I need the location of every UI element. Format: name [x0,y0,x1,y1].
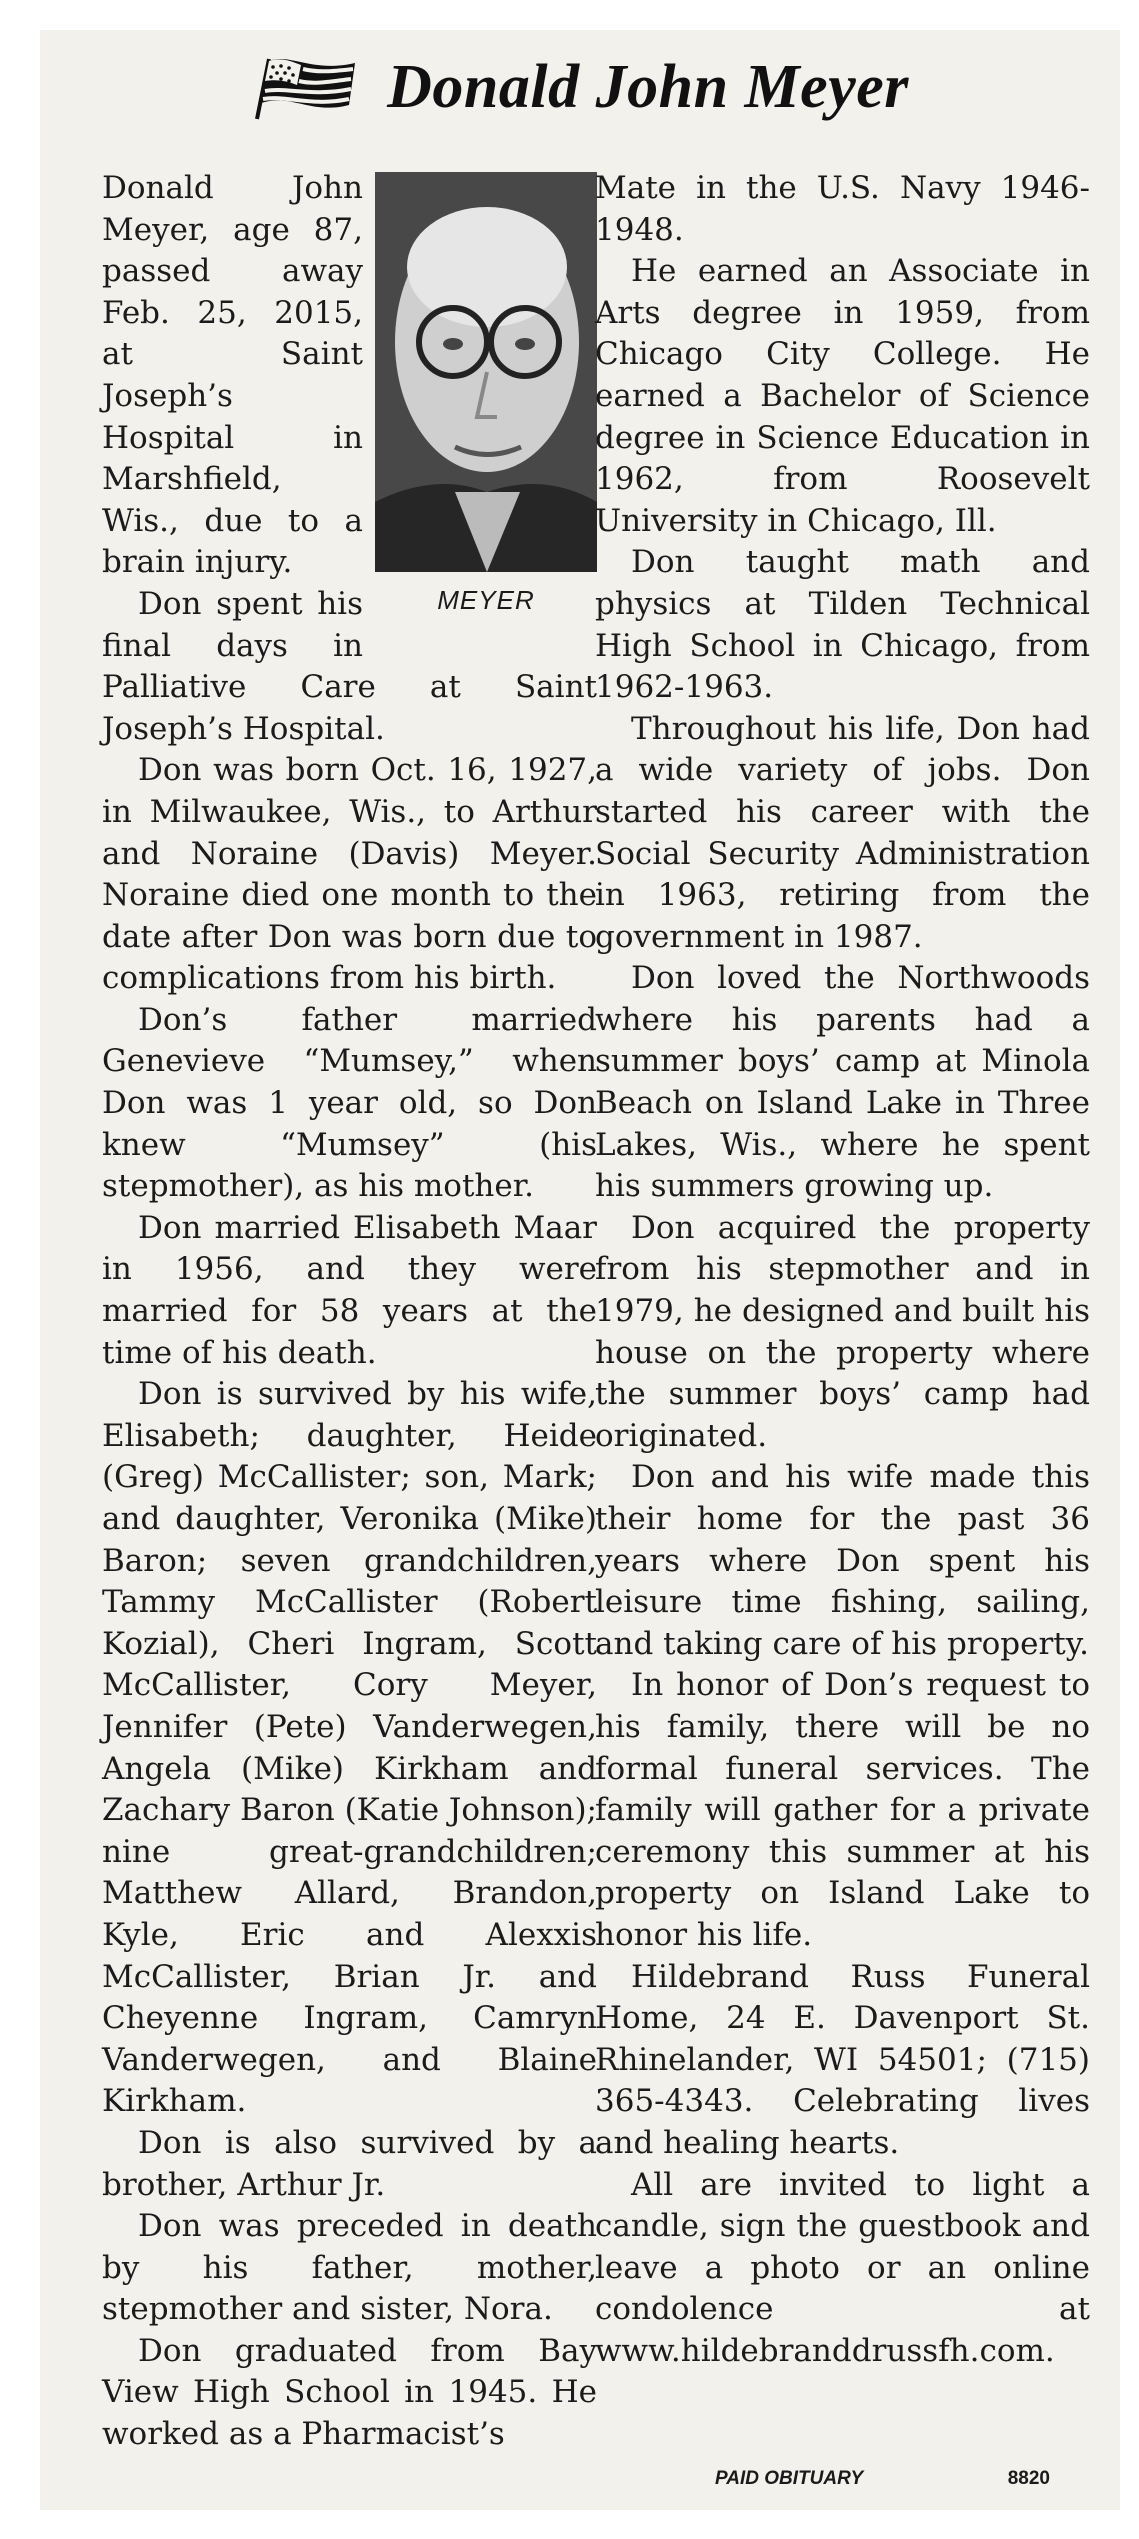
obituary-paragraph: Throughout his life, Don had a wide variety of jobs. Don started his career with the Social Security Administration in 1963, retiring from the government in 1987. [595,710,1090,955]
obituary-paragraph: Don is also survived by a brother, Arthur Jr. [102,2124,597,2203]
obituary-clipping [40,30,1120,2510]
american-flag-icon [251,53,361,123]
footer [595,2468,1090,2490]
obituary-paragraph: Don graduated from Bay View High School in 1945. He worked as a Pharmacist’s [102,2332,597,2453]
left-column [102,168,597,2456]
obituary-paragraph: Don’s father married Genevieve “Mumsey,” when Don was 1 year old, so Don knew “Mumsey” (his stepmother), as his mother. [102,1001,597,1205]
obituary-paragraph: Mate in the U.S. Navy 1946-1948. [595,170,1090,248]
obituary-paragraph: Don acquired the property from his stepmother and in 1979, he designed and built his house on the property where the summer boys’ camp had originated. [595,1209,1090,1454]
obituary-paragraph: Don was born Oct. 16, 1927, in Milwaukee, Wis., to Arthur and Noraine (Davis) Meyer. Noraine died one month to the date after Don was born due to complications from his birth. [102,752,597,997]
obituary-paragraph: Don taught math and physics at Tilden Technical High School in Chicago, from 1962-1963. [595,544,1090,706]
obituary-paragraph: Hildebrand Russ Funeral Home, 24 E. Davenport St. Rhinelander, WI 54501; (715) 365-4343. Celebrating lives and healing hearts. [595,1958,1090,2161]
portrait-photo [375,172,597,572]
right-column [595,168,1090,2372]
obituary-paragraph: Don spent his final days in Palliative Care at Saint Joseph’s Hospital. [102,585,597,747]
obituary-paragraph: Don married Elisabeth Maar in 1956, and they were married for 58 years at the time of his death. [102,1209,597,1371]
obituary-paragraph: Donald John Meyer, age 87, passed away Feb. 25, 2015, at Saint Joseph’s Hospital in Marshfield, Wis., due to a brain injury. [102,170,363,581]
headline [40,52,1120,123]
portrait [375,172,597,622]
obituary-paragraph: Don is survived by his wife, Elisabeth; daughter, Heide (Greg) McCallister; son, Mark; and daughter, Veronika (Mike) Baron; seven grandchildren, Tammy McCallister (Robert Kozial), Cheri Ingram, Scott McCallister, Cory Meyer, Jennifer (Pete) Vanderwegen, Angela (Mike) Kirkham and Zachary Baron (Katie Johnson); nine great-grandchildren; Matthew Allard, Brandon, Kyle, Eric and Alexxis McCallister, Brian Jr. and Cheyenne Ingram, Camryn Vanderwegen, and Blaine Kirkham. [102,1376,597,2120]
obituary-paragraph: Don and his wife made this their home for the past 36 years where Don spent his leisure time fishing, sailing, and taking care of his property. [595,1459,1090,1662]
ad-code: 8820 [1007,2468,1050,2489]
obituary-paragraph: In honor of Don’s request to his family, there will be no formal funeral services. The family will gather for a private ceremony this summer at his property on Island Lake to honor his life. [595,1667,1090,1953]
paid-obituary-label: PAID OBITUARY [715,2468,864,2489]
portrait-image [375,172,597,572]
obituary-paragraph: Don loved the Northwoods where his parents had a summer boys’ camp at Minola Beach on Island Lake in Three Lakes, Wis., where he spent his summers growing up. [595,960,1090,1205]
obituary-paragraph: All are invited to light a candle, sign the guestbook and leave a photo or an online condolence at www.hildebranddrussfh.com. [595,2166,1090,2369]
obituary-paragraph: Don was preceded in death by his father, mother, stepmother and sister, Nora. [102,2208,597,2328]
obituary-paragraph: He earned an Associate in Arts degree in 1959, from Chicago City College. He earned a Bachelor of Science degree in Science Education in 1962, from Roosevelt University in Chicago, Ill. [595,253,1090,539]
photo-caption: MEYER [437,585,535,615]
obituary-name: Donald John Meyer [387,53,909,121]
